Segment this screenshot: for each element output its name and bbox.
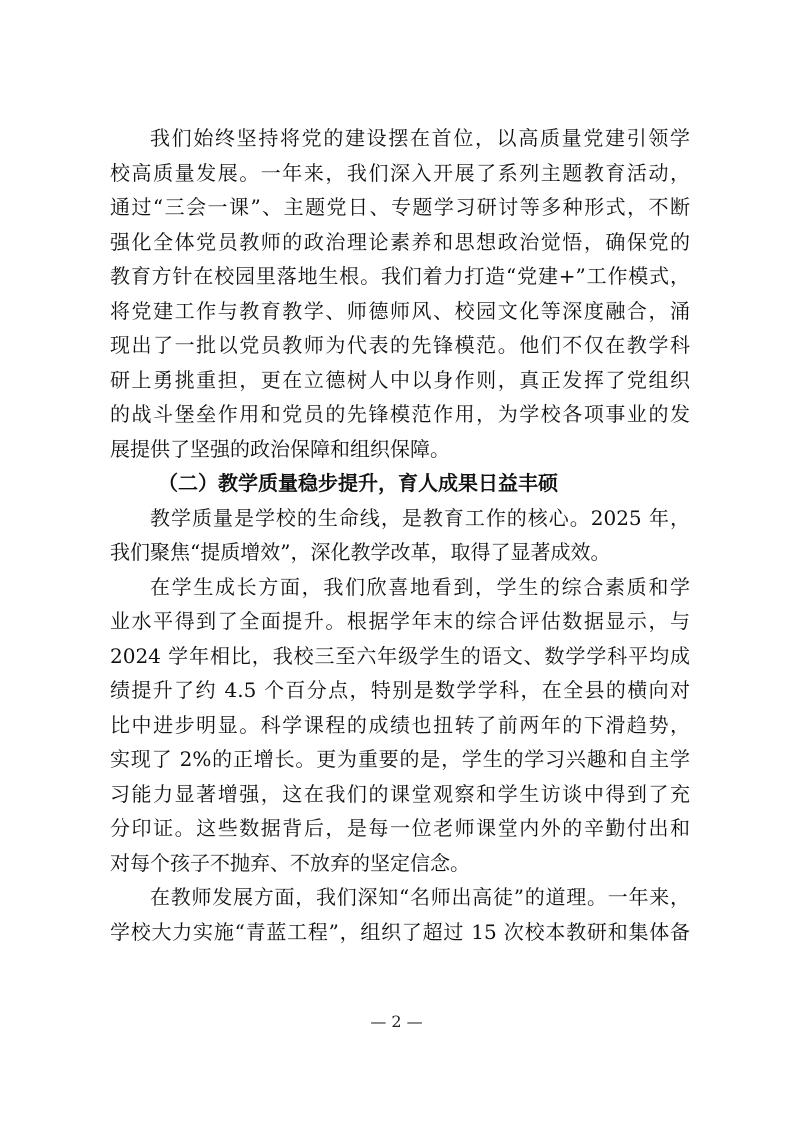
text-line: 绩提升了约 4.5 个百分点，特别是数学学科，在全县的横向对 (110, 678, 690, 702)
text-line: 校高质量发展。一年来，我们深入开展了系列主题教育活动， (110, 160, 690, 185)
text-line: 强化全体党员教师的政治理论素养和思想政治觉悟，确保党的 (110, 229, 690, 254)
text-line: 通过“三会一课”、主题党日、专题学习研讨等多种形式，不断 (110, 195, 690, 219)
text-line: 教学质量是学校的生命线，是教育工作的核心。2025 年， (150, 505, 690, 530)
text-line: 我们聚焦“提质增效”，深化教学改革，取得了显著成效。 (110, 540, 611, 564)
text-line: 比中进步明显。科学课程的成绩也扭转了前两年的下滑趋势， (110, 712, 690, 737)
text-line: 将党建工作与教育教学、师德师风、校园文化等深度融合，涌 (110, 298, 690, 323)
text-line: 2024 学年相比，我校三至六年级学生的语文、数学学科平均成 (110, 643, 690, 668)
text-line: 对每个孩子不抛弃、不放弃的坚定信念。 (110, 850, 470, 875)
text-line: 的战斗堡垒作用和党员的先锋模范作用，为学校各项事业的发 (110, 402, 690, 426)
text-line: 习能力显著增强，这在我们的课堂观察和学生访谈中得到了充 (110, 781, 690, 806)
paragraph-teacher-development (110, 880, 690, 949)
text-line: 教育方针在校园里落地生根。我们着力打造“党建+”工作模式， (110, 264, 690, 288)
section-heading: （二）教学质量稳步提升，育人成果日益丰硕 (158, 471, 558, 495)
text-line: 展提供了坚强的政治保障和组织保障。 (110, 436, 450, 461)
text-line: 现出了一批以党员教师为代表的先锋模范。他们不仅在教学科 (110, 333, 690, 357)
text-line: 在教师发展方面，我们深知“名师出高徒”的道理。一年来， (150, 885, 690, 909)
text-line: 实现了 2%的正增长。更为重要的是，学生的学习兴趣和自主学 (110, 747, 690, 771)
text-line: 我们始终坚持将党的建设摆在首位，以高质量党建引领学 (150, 126, 690, 150)
text-line: 学校大力实施“青蓝工程”，组织了超过 15 次校本教研和集体备 (110, 919, 690, 944)
text-line: 在学生成长方面，我们欣喜地看到，学生的综合素质和学 (150, 574, 690, 599)
paragraph-party-building (110, 121, 690, 466)
text-line: 研上勇挑重担，更在立德树人中以身作则，真正发挥了党组织 (110, 367, 690, 392)
paragraph-student-growth (110, 570, 690, 881)
text-line: 分印证。这些数据背后，是每一位老师课堂内外的辛勤付出和 (110, 816, 690, 840)
page-number: — 2 — (370, 1012, 423, 1031)
paragraph-teaching-quality (110, 501, 690, 570)
document-body (110, 121, 690, 949)
text-line: 业水平得到了全面提升。根据学年末的综合评估数据显示，与 (110, 609, 690, 633)
